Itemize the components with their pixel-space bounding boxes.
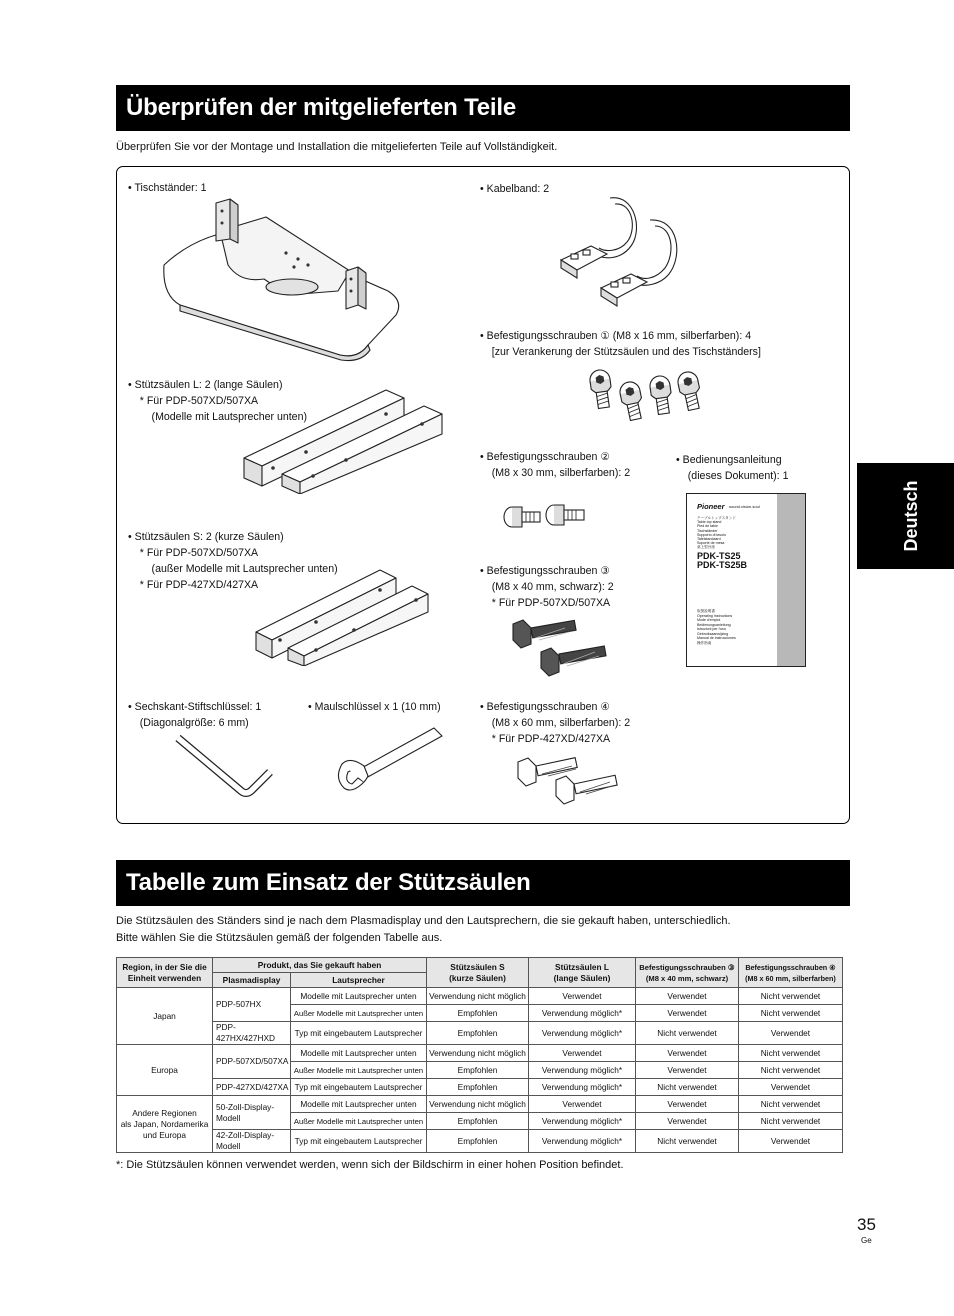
cell-line: 42-Zoll-Display-: [216, 1130, 275, 1140]
cell-line: PDP-507HX: [216, 999, 262, 1009]
cell-lautsprecher: Typ mit eingebautem Lautsprecher: [291, 1079, 427, 1096]
cell-saeulen-l: Verwendet: [529, 988, 636, 1005]
text-line: • Stützsäulen S: 2 (kurze Säulen): [128, 531, 284, 543]
cell-schraube-4: Verwendet: [739, 1022, 843, 1045]
cell-plasmadisplay: [213, 988, 291, 1022]
cell-schraube-4: Verwendet: [739, 1130, 843, 1153]
text-line: Tischständer: [697, 528, 718, 533]
text-line: (M8 x 40 mm, schwarz): 2: [480, 581, 614, 593]
text-line: Befestigungsschrauben ④: [745, 962, 836, 972]
cell-saeulen-s: Empfohlen: [427, 1022, 529, 1045]
page-language-code: Ge: [861, 1236, 872, 1245]
cell-saeulen-l: Verwendet: [529, 1096, 636, 1113]
text-line: Supporto di tavolo: [697, 532, 726, 537]
header-saeulen-l: [529, 958, 636, 988]
cell-line: PDP-507XD/507XA: [216, 1056, 289, 1066]
label-schraube-2: [480, 449, 630, 481]
text-line: (kurze Säulen): [449, 972, 506, 983]
cell-schraube-3: Verwendet: [636, 1005, 739, 1022]
cell-saeulen-s: Verwendung nicht möglich: [427, 988, 529, 1005]
label-tischstaender: [128, 180, 207, 196]
cell-saeulen-s: Empfohlen: [427, 1113, 529, 1130]
text-line: (dieses Dokument): 1: [676, 470, 789, 482]
parts-intro-text: Überprüfen Sie vor der Montage und Installation die mitgelieferten Teile auf Vollständigkeit.: [116, 141, 558, 153]
table-row: [117, 988, 843, 1005]
cell-plasmadisplay: [213, 1045, 291, 1079]
text-line: * Für PDP-507XD/507XA: [128, 547, 259, 559]
label-anleitung: [676, 452, 788, 484]
tagline: sound.vision.soul: [729, 504, 760, 509]
cell-schraube-3: Verwendet: [636, 1045, 739, 1062]
text-line: (außer Modelle mit Lautsprecher unten): [128, 563, 338, 575]
cell-line: PDP-427XD/427XA: [216, 1081, 289, 1092]
cell-saeulen-l: Verwendung möglich*: [529, 1062, 636, 1079]
text-line: Bedienungsanleitung: [697, 622, 731, 627]
header-lautsprecher: Lautsprecher: [291, 973, 427, 988]
cell-lautsprecher: Modelle mit Lautsprecher unten: [291, 988, 427, 1005]
table-intro-line-2: Bitte wählen Sie die Stützsäulen gemäß der folgenden Tabelle aus.: [116, 932, 443, 944]
text-line: • Maulschlüssel x 1 (10 mm): [308, 701, 441, 713]
cell-lautsprecher: Außer Modelle mit Lautsprecher unten: [291, 1062, 427, 1079]
text-line: Table top stand: [697, 520, 722, 525]
text-line: Istruzioni per l'uso: [697, 627, 726, 631]
cell-lautsprecher: Außer Modelle mit Lautsprecher unten: [291, 1113, 427, 1130]
screw-4-illustration: [512, 752, 620, 808]
cell-plasmadisplay: [213, 1130, 291, 1153]
cell-saeulen-s: Empfohlen: [427, 1005, 529, 1022]
text-line: テーブルトップスタンド: [697, 516, 736, 520]
text-line: (M8 x 40 mm, schwarz): [645, 973, 729, 983]
text-line: Einheit verwenden: [127, 972, 202, 983]
text-line: • Befestigungsschrauben ③: [480, 565, 610, 577]
cell-region: [117, 1096, 213, 1153]
cell-line: und Europa: [143, 1129, 186, 1140]
cell-schraube-4: Nicht verwendet: [739, 1005, 843, 1022]
table-row: [117, 1096, 843, 1113]
cell-schraube-3: Verwendet: [636, 988, 739, 1005]
support-columns-l-illustration: [236, 382, 450, 494]
text-line: Manual de instrucciones: [697, 636, 736, 640]
cover-lines-2: [697, 609, 736, 645]
language-tab-label: Deutsch: [901, 480, 921, 552]
cover-model-2: PDK-TS25B: [697, 560, 748, 570]
cell-region: [117, 1045, 213, 1096]
text-line: Soporte de mesa: [697, 541, 725, 546]
cell-schraube-3: Verwendet: [636, 1113, 739, 1130]
cell-plasmadisplay: [213, 1096, 291, 1130]
cell-saeulen-l: Verwendet: [529, 1045, 636, 1062]
cell-saeulen-s: Empfohlen: [427, 1130, 529, 1153]
cell-schraube-3: Verwendet: [636, 1062, 739, 1079]
cell-saeulen-s: Verwendung nicht möglich: [427, 1096, 529, 1113]
header-schraube-4: [739, 958, 843, 988]
cell-lautsprecher: Typ mit eingebautem Lautsprecher: [291, 1130, 427, 1153]
support-columns-s-illustration: [250, 562, 446, 666]
text-line: (Diagonalgröße: 6 mm): [128, 717, 249, 729]
label-kabelband: [480, 181, 549, 197]
page-number: 35: [857, 1215, 876, 1234]
section-title-parts: Überprüfen der mitgelieferten Teile: [116, 85, 850, 131]
footnote: *: Die Stützsäulen können verwendet werden, wenn sich der Bildschirm in einer hohen Position befindet.: [116, 1159, 624, 1171]
label-schraube-1: [480, 328, 761, 360]
cell-schraube-4: Nicht verwendet: [739, 1062, 843, 1079]
text-line: [zur Verankerung der Stützsäulen und des Tischständers]: [480, 346, 761, 358]
cell-schraube-3: Nicht verwendet: [636, 1079, 739, 1096]
table-intro-line-1: Die Stützsäulen des Ständers sind je nach dem Plasmadisplay und den Lautsprechern, die sie gekauft haben, unterschiedlich.: [116, 915, 731, 927]
cell-schraube-3: Nicht verwendet: [636, 1130, 739, 1153]
cover-lines-1: [697, 516, 736, 550]
text-line: Pied de table: [697, 524, 718, 529]
text-line: (M8 x 60 mm, silberfarben): [745, 973, 836, 983]
cell-lautsprecher: Modelle mit Lautsprecher unten: [291, 1045, 427, 1062]
text-line: Operating Instructions: [697, 613, 733, 618]
text-line: * Für PDP-427XD/427XA: [480, 733, 611, 745]
text-line: (M8 x 60 mm, silberfarben): 2: [480, 717, 631, 729]
cell-schraube-4: Nicht verwendet: [739, 1045, 843, 1062]
cell-saeulen-l: Verwendung möglich*: [529, 1005, 636, 1022]
text-line: 桌上型台座: [697, 545, 715, 550]
text-line: • Sechskant-Stiftschlüssel: 1: [128, 701, 262, 713]
cell-saeulen-s: Verwendung nicht möglich: [427, 1045, 529, 1062]
cable-tie-illustration: [555, 190, 685, 310]
text-line: • Befestigungsschrauben ②: [480, 451, 610, 463]
header-region: [117, 958, 213, 988]
text-line: (M8 x 30 mm, silberfarben): 2: [480, 467, 631, 479]
label-schraube-3: [480, 563, 614, 611]
cell-schraube-4: Nicht verwendet: [739, 988, 843, 1005]
cell-schraube-4: Nicht verwendet: [739, 1113, 843, 1130]
table-row: [117, 1022, 843, 1045]
cell-line: als Japan, Nordamerika: [120, 1118, 209, 1129]
label-inbusschluessel: [128, 699, 261, 731]
text-line: Mode d'emploi: [697, 618, 721, 622]
text-line: • Kabelband: 2: [480, 183, 550, 195]
table-row: [117, 1130, 843, 1153]
cell-schraube-4: Verwendet: [739, 1079, 843, 1096]
cell-saeulen-l: Verwendung möglich*: [529, 1022, 636, 1045]
text-line: • Bedienungsanleitung: [676, 454, 782, 466]
text-line: Gebruiksaanwijzing: [697, 631, 729, 636]
text-line: • Stützsäulen L: 2 (lange Säulen): [128, 379, 283, 391]
header-schraube-3: [636, 958, 739, 988]
language-side-tab: [857, 463, 954, 569]
pioneer-logo: Pioneer: [697, 502, 725, 511]
text-line: Stützsäulen L: [555, 961, 609, 972]
cell-saeulen-l: Verwendung möglich*: [529, 1113, 636, 1130]
label-schraube-4: [480, 699, 630, 747]
text-line: Tafelstandaard: [697, 537, 721, 542]
header-plasmadisplay: Plasmadisplay: [213, 973, 291, 988]
text-line: 操作指南: [697, 640, 712, 645]
text-line: Befestigungsschrauben ③: [639, 962, 735, 972]
cell-line: Europa: [151, 1064, 178, 1075]
text-line: • Tischständer: 1: [128, 182, 207, 194]
cell-line: Andere Regionen: [132, 1107, 197, 1118]
text-line: (lange Säulen): [553, 972, 611, 983]
table-body: [117, 988, 843, 1153]
text-line: Region, in der Sie die: [122, 961, 207, 972]
table-row: [117, 1045, 843, 1062]
text-line: 取扱説明書: [697, 609, 715, 613]
cell-saeulen-s: Empfohlen: [427, 1079, 529, 1096]
manual-cover: [686, 493, 806, 667]
table-stand-illustration: [158, 195, 404, 365]
section-title-table: Tabelle zum Einsatz der Stützsäulen: [116, 860, 850, 906]
text-line: * Für PDP-507XD/507XA: [480, 597, 611, 609]
cover-model-1: PDK-TS25: [697, 551, 741, 561]
text-line: * Für PDP-427XD/427XA: [128, 579, 259, 591]
cell-lautsprecher: Außer Modelle mit Lautsprecher unten: [291, 1005, 427, 1022]
cell-line: Japan: [153, 1010, 176, 1021]
hex-key-illustration: [172, 730, 280, 802]
support-column-table: [116, 957, 843, 1153]
header-saeulen-s: [427, 958, 529, 988]
cell-plasmadisplay: [213, 1079, 291, 1096]
text-line: • Befestigungsschrauben ④: [480, 701, 610, 713]
cell-line: PDP-427HX/427HXD: [216, 1022, 276, 1043]
text-line: * Für PDP-507XD/507XA: [128, 395, 259, 407]
cell-schraube-4: Nicht verwendet: [739, 1096, 843, 1113]
header-produkt: Produkt, das Sie gekauft haben: [213, 958, 427, 973]
text-line: Stützsäulen S: [450, 961, 505, 972]
label-maulschluessel: [308, 699, 441, 715]
cell-saeulen-l: Verwendung möglich*: [529, 1130, 636, 1153]
cell-schraube-3: Nicht verwendet: [636, 1022, 739, 1045]
wrench-illustration: [330, 720, 450, 792]
screw-1-illustration: [582, 368, 712, 434]
table-row: [117, 1079, 843, 1096]
text-line: (Modelle mit Lautsprecher unten): [128, 411, 307, 423]
cell-schraube-3: Verwendet: [636, 1096, 739, 1113]
cell-line: 50-Zoll-Display-: [216, 1101, 275, 1112]
cell-saeulen-l: Verwendung möglich*: [529, 1079, 636, 1096]
cell-plasmadisplay: [213, 1022, 291, 1045]
screw-2-illustration: [496, 495, 588, 541]
cell-line: Modell: [216, 1112, 241, 1123]
screw-3-illustration: [505, 614, 615, 678]
cell-lautsprecher: Modelle mit Lautsprecher unten: [291, 1096, 427, 1113]
cell-saeulen-s: Empfohlen: [427, 1062, 529, 1079]
cell-line: Modell: [216, 1141, 241, 1151]
cell-lautsprecher: Typ mit eingebautem Lautsprecher: [291, 1022, 427, 1045]
cell-region: [117, 988, 213, 1045]
text-line: • Befestigungsschrauben ① (M8 x 16 mm, silberfarben): 4: [480, 330, 752, 342]
